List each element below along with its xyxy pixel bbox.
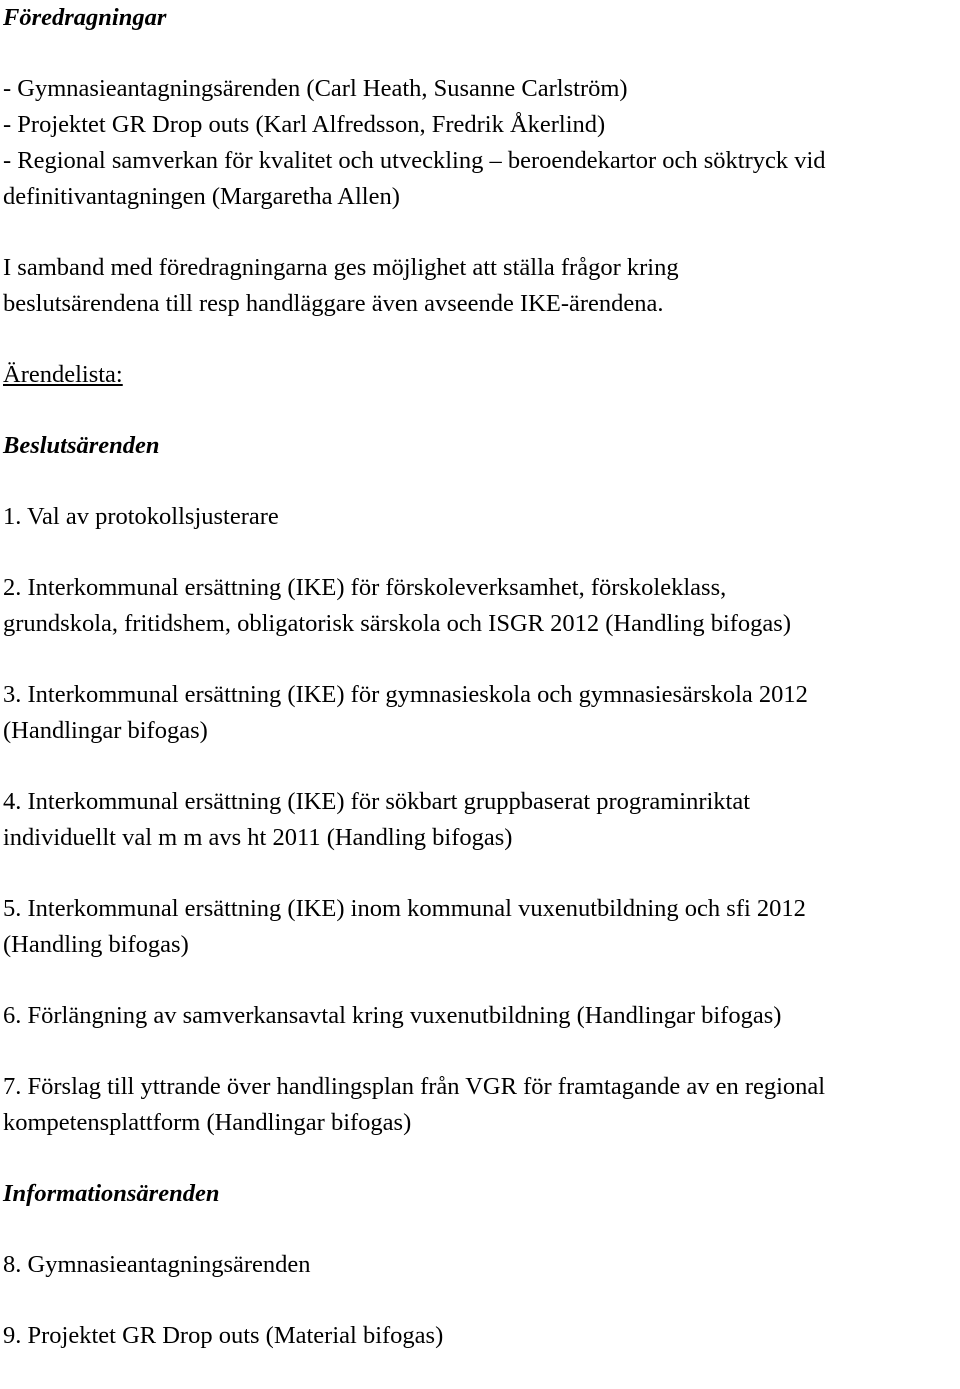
agenda-item-line: 6. Förlängning av samverkansavtal kring vuxenutbildning (Handlingar bifogas) [3,1002,782,1029]
info-heading: Informationsärenden [3,1180,220,1207]
agenda-item-line: 7. Förslag till yttrande över handlingsplan från VGR för framtagande av en regional [3,1073,826,1100]
agenda-item [3,1318,957,1354]
agenda-item [3,499,957,535]
presentation-item: - Regional samverkan för kvalitet och utveckling – beroendekartor och söktryck vid [3,147,826,174]
decision-items-list [3,499,957,1176]
agenda-item-line: 2. Interkommunal ersättning (IKE) för förskoleverksamhet, förskoleklass, [3,574,727,601]
presentation-item: - Gymnasieantagningsärenden (Carl Heath, Susanne Carlström) [3,75,628,102]
agenda-item [3,998,957,1034]
intro-line: beslutsärendena till resp handläggare även avseende IKE-ärendena. [3,290,664,317]
decision-heading: Beslutsärenden [3,432,160,459]
agenda-item-line: 8. Gymnasieantagningsärenden [3,1251,311,1278]
agenda-item-line: (Handling bifogas) [3,931,189,958]
agenda-item [3,570,957,642]
intro-line: I samband med föredragningarna ges möjlighet att ställa frågor kring [3,254,679,281]
spacer [3,749,957,784]
spacer [3,1354,957,1389]
agenda-item-line: grundskola, fritidshem, obligatorisk särskola och ISGR 2012 (Handling bifogas) [3,610,791,637]
agenda-item-line: 1. Val av protokollsjusterare [3,503,279,530]
spacer [3,1141,957,1176]
spacer [3,642,957,677]
agenda-item [3,677,957,749]
agenda-item [3,891,957,963]
agenda-item-line: 5. Interkommunal ersättning (IKE) inom kommunal vuxenutbildning och sfi 2012 [3,895,806,922]
spacer [3,856,957,891]
spacer [3,464,957,499]
intro-paragraph [3,250,957,322]
agenda-item-line: 3. Interkommunal ersättning (IKE) för gymnasieskola och gymnasiesärskola 2012 [3,681,808,708]
spacer [3,963,957,998]
spacer [3,36,957,71]
agenda-item-line: 9. Projektet GR Drop outs (Material bifogas) [3,1322,444,1349]
document-body [3,0,957,1389]
agenda-item [3,1247,957,1283]
spacer [3,215,957,250]
spacer [3,1212,957,1247]
spacer [3,1283,957,1318]
agenda-item-line: (Handlingar bifogas) [3,717,208,744]
agenda-item-line: individuellt val m m avs ht 2011 (Handling bifogas) [3,824,513,851]
presentations-list [3,71,957,215]
spacer [3,1034,957,1069]
presentation-item: definitivantagningen (Margaretha Allen) [3,183,400,210]
agenda-item-line: kompetensplattform (Handlingar bifogas) [3,1109,412,1136]
spacer [3,322,957,357]
spacer [3,535,957,570]
agenda-item-line: 4. Interkommunal ersättning (IKE) för sökbart gruppbaserat programinriktat [3,788,751,815]
info-items-list [3,1247,957,1389]
section-title: Föredragningar [3,4,167,31]
agenda-item [3,1069,957,1141]
presentation-item: - Projektet GR Drop outs (Karl Alfredsson, Fredrik Åkerlind) [3,111,606,138]
spacer [3,393,957,428]
agenda-label: Ärendelista: [3,361,123,388]
agenda-item [3,784,957,856]
